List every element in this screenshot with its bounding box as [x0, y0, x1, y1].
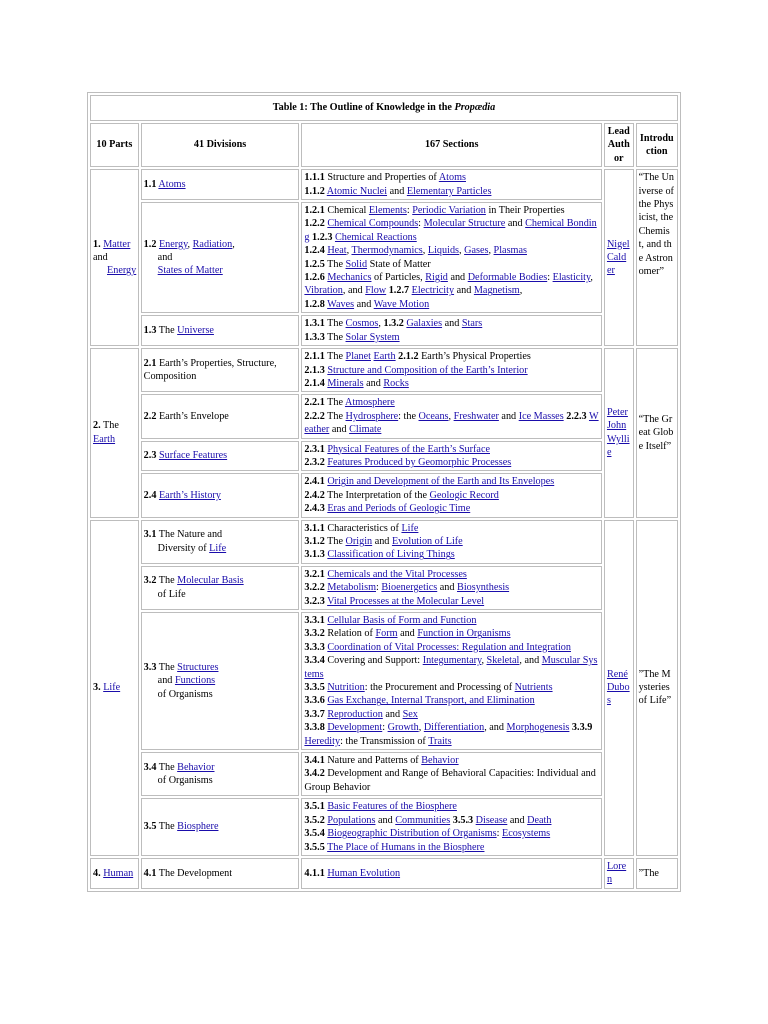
section-link[interactable]: Liquids [427, 245, 460, 257]
division-cell: 3.4 The Behavior of Organisms [141, 752, 300, 796]
section-link[interactable]: Chemical Bonding [304, 218, 597, 243]
section-link[interactable]: Form [375, 628, 398, 640]
section-link[interactable]: Minerals [327, 377, 364, 389]
header-author: Lead Auth or [604, 123, 634, 167]
section-link[interactable]: Rocks [383, 377, 409, 389]
section-link[interactable]: Elements [368, 205, 407, 217]
author-link[interactable]: Nigel Calder [606, 238, 630, 277]
division-link[interactable]: Universe [177, 324, 214, 336]
section-link[interactable]: Skeletal [486, 655, 520, 667]
section-link[interactable]: Vital Processes at the Molecular Level [327, 595, 485, 607]
section-link[interactable]: Weather [304, 410, 599, 436]
section-link[interactable]: Biosynthesis [457, 582, 510, 594]
section-link[interactable]: Ecosystems [502, 828, 551, 840]
table-row [90, 441, 678, 472]
section-link[interactable]: Muscular Systems [304, 655, 598, 680]
section-link[interactable]: Development [327, 722, 383, 734]
division-link[interactable]: Atoms [158, 178, 186, 190]
section-link[interactable]: Magnetism [473, 285, 520, 297]
section-link[interactable]: Human Evolution [327, 867, 401, 879]
section-link[interactable]: Death [527, 814, 552, 826]
section-link[interactable]: Galaxies [406, 318, 443, 330]
intro-cell: “The Universe of the Physicist, the Chemist, and the Astronomer” [636, 169, 678, 346]
table-row [90, 520, 678, 564]
table-row [90, 473, 678, 517]
caption-row [90, 95, 678, 121]
sections-cell: 1.3.1 The Cosmos, 1.3.2 Galaxies and Stars 1.3.3 The Solar System [301, 315, 602, 346]
section-link[interactable]: Freshwater [453, 410, 499, 422]
part-cell: 4. Human [90, 858, 139, 889]
section-link[interactable]: Gas Exchange, Internal Transport, and Elimination [327, 695, 535, 707]
division-cell: 3.1 The Nature and Diversity of Life [141, 520, 300, 564]
table-row [90, 202, 678, 313]
author-link[interactable]: Loren [606, 860, 627, 886]
sections-cell: 4.1.1 Human Evolution [301, 858, 602, 889]
part-link[interactable]: Energy [107, 265, 137, 277]
sections-cell: 3.2.1 Chemicals and the Vital Processes 3.2.2 Metabolism: Bioenergetics and Biosynthesis 3.2.3 Vital Processes at the Molecular Level [301, 566, 602, 610]
table-row [90, 612, 678, 750]
sections-cell: 3.5.1 Basic Features of the Biosphere 3.5.2 Populations and Communities 3.5.3 Disease and Death 3.5.4 Biogeographic Distribution of Organisms: Ecosystems 3.5.5 The Place of Humans in the Biosphere [301, 798, 602, 856]
section-link[interactable]: Ice Masses [518, 410, 564, 422]
section-link[interactable]: Nutrition [327, 682, 365, 694]
section-link[interactable]: Sex [402, 708, 418, 720]
division-link[interactable]: Energy [158, 238, 188, 250]
section-link[interactable]: Thermodynamics [351, 245, 423, 257]
section-link[interactable]: Disease [475, 814, 508, 826]
part-link[interactable]: Earth [93, 433, 116, 445]
division-cell: 1.3 The Universe [141, 315, 300, 346]
section-link[interactable]: Integumentary [422, 655, 482, 667]
section-link[interactable]: Molecular Structure [423, 218, 506, 230]
section-link[interactable]: Geologic Record [429, 489, 499, 501]
section-link[interactable]: Metabolism [327, 582, 376, 594]
table-row [90, 566, 678, 610]
section-link[interactable]: Basic Features of the Biosphere [327, 801, 457, 813]
section-link[interactable]: Features Produced by Geomorphic Processes [327, 456, 512, 468]
section-link[interactable]: Origin and Development of the Earth and Its Envelopes [327, 476, 555, 488]
author-cell [604, 520, 634, 856]
section-link[interactable]: Chemicals and the Vital Processes [327, 568, 467, 580]
section-link[interactable]: Plasmas [493, 245, 527, 257]
sections-cell: 2.1.1 The Planet Earth 2.1.2 Earth’s Physical Properties 2.1.3 Structure and Composition of the Earth’s Interior 2.1.4 Minerals and Rocks [301, 348, 602, 392]
sections-cell: 1.1.1 Structure and Properties of Atoms 1.1.2 Atomic Nuclei and Elementary Particles [301, 169, 602, 200]
section-link[interactable]: Hydrosphere [345, 410, 399, 422]
intro-cell: “The Great Globe Itself” [636, 348, 678, 517]
section-link[interactable]: Oceans [418, 410, 449, 422]
division-link[interactable]: Radiation [192, 238, 233, 250]
sections-cell: 1.2.1 Chemical Elements: Periodic Variation in Their Properties 1.2.2 Chemical Compounds: Molecular Structure and Chemical Bonding 1.2.3 Chemical Reactions 1.2.4 Heat, Thermodynamics, Liquids, Gases, Plasmas 1.2.5 The Solid State of Matter 1.2.6 Mechanics of Particles, Rigid and Deformable Bodies: Elasticity, Vibration, and Flow 1.2.7 Electricity and Magnetism, 1.2.8 Waves and Wave Motion [301, 202, 602, 313]
section-link[interactable]: Traits [428, 735, 452, 747]
table-row [90, 798, 678, 856]
division-link[interactable]: Biosphere [177, 821, 219, 833]
section-link[interactable]: Stars [461, 318, 483, 330]
division-cell: 2.3 Surface Features [141, 441, 300, 472]
section-link[interactable]: Bioenergetics [381, 582, 438, 594]
document-page [87, 92, 681, 892]
section-link[interactable]: Earth [373, 351, 396, 363]
division-link[interactable]: Surface Features [158, 450, 228, 462]
section-link[interactable]: Differentiation [423, 722, 485, 734]
header-sections: 167 Sections [301, 123, 602, 167]
section-link[interactable]: Origin [345, 535, 373, 547]
section-link[interactable]: The Place of Humans in the Biosphere [327, 841, 485, 853]
division-cell: 3.3 The Structures and Functions of Organisms [141, 612, 300, 750]
table-row [90, 752, 678, 796]
division-cell: 2.1 Earth’s Properties, Structure, Composition [141, 348, 300, 392]
part-link[interactable]: Human [103, 867, 134, 879]
author-cell [604, 348, 634, 517]
section-link[interactable]: Cellular Basis of Form and Function [327, 615, 477, 626]
division-link[interactable]: States of Matter [157, 265, 223, 277]
author-link[interactable]: Peter John Wyllie [606, 407, 630, 459]
table-caption: Table 1: The Outline of Knowledge in the Propædia [90, 95, 678, 121]
part-cell: 3. Life [90, 520, 139, 856]
part-link[interactable]: Life [103, 682, 121, 694]
section-link[interactable]: Coordination of Vital Processes: Regulation and Integration [327, 641, 571, 653]
division-cell: 4.1 The Development [141, 858, 300, 889]
table-row [90, 169, 678, 200]
section-link[interactable]: Waves [327, 298, 355, 310]
header-parts: 10 Parts [90, 123, 139, 167]
section-link[interactable]: Behavior [421, 755, 459, 767]
section-link[interactable]: Structure and Composition of the Earth’s Interior [327, 364, 528, 376]
section-link[interactable]: Life [401, 522, 419, 534]
sections-cell: 3.3.1 Cellular Basis of Form and Function 3.3.2 Relation of Form and Function in Organisms 3.3.3 Coordination of Vital Processes: Regulation and Integration 3.3.4 Covering and Support: Integumentary, Skeletal, and Muscular Systems 3.3.5 Nutrition: the Procurement and Processing of Nutrients 3.3.6 Gas Exchange, Internal Transport, and Elimination 3.3.7 Reproduction and Sex 3.3.8 Development: Growth, Differentiation, and Morphogenesis 3.3.9 Heredity: the Transmission of Traits [301, 612, 602, 750]
section-link[interactable]: Gases [464, 245, 489, 257]
section-link[interactable]: Solar System [345, 331, 400, 343]
section-link[interactable]: Solid [345, 258, 368, 270]
section-link[interactable]: Chemical Compounds [327, 218, 419, 230]
table-row [90, 348, 678, 392]
division-link[interactable]: Structures [177, 661, 219, 673]
division-link[interactable]: Functions [174, 675, 216, 687]
division-cell: 3.2 The Molecular Basis of Life [141, 566, 300, 610]
sections-cell: 3.1.1 Characteristics of Life 3.1.2 The Origin and Evolution of Life 3.1.3 Classification of Living Things [301, 520, 602, 564]
division-link[interactable]: Behavior [177, 761, 215, 773]
intro-cell: ”The [636, 858, 678, 889]
section-link[interactable]: Chemical Reactions [334, 231, 417, 243]
header-row [90, 123, 678, 167]
section-link[interactable]: Elementary Particles [406, 185, 492, 197]
section-link[interactable]: Growth [387, 722, 419, 734]
intro-cell: ”The Mysteries of Life” [636, 520, 678, 856]
author-cell [604, 169, 634, 346]
section-link[interactable]: Heat [327, 245, 347, 257]
section-link[interactable]: Atoms [438, 172, 466, 184]
division-link[interactable]: Earth’s History [158, 489, 221, 501]
header-intro: Introdu ction [636, 123, 678, 167]
sections-cell: 2.4.1 Origin and Development of the Earth and Its Envelopes 2.4.2 The Interpretation of the Geologic Record 2.4.3 Eras and Periods of Geologic Time [301, 473, 602, 517]
section-link[interactable]: Reproduction [327, 708, 383, 720]
section-link[interactable]: Rigid [425, 272, 448, 284]
section-link[interactable]: Flow [365, 285, 387, 297]
section-link[interactable]: Cosmos [345, 318, 379, 330]
section-link[interactable]: Eras and Periods of Geologic Time [327, 503, 471, 515]
part-cell: 1. Matter and Energy [90, 169, 139, 346]
outline-table [87, 92, 681, 892]
sections-cell: 2.3.1 Physical Features of the Earth’s Surface 2.3.2 Features Produced by Geomorphic Processes [301, 441, 602, 472]
table-row [90, 858, 678, 889]
division-cell: 1.2 Energy, Radiation, and States of Matter [141, 202, 300, 313]
section-link[interactable]: Function in Organisms [417, 628, 511, 640]
sections-cell: 3.4.1 Nature and Patterns of Behavior 3.4.2 Development and Range of Behavioral Capacities: Individual and Group Behavior [301, 752, 602, 796]
section-link[interactable]: Electricity [411, 285, 455, 297]
header-divisions: 41 Divisions [141, 123, 300, 167]
part-link[interactable]: Matter [103, 238, 131, 250]
sections-cell: 2.2.1 The Atmosphere 2.2.2 The Hydrosphere: the Oceans, Freshwater and Ice Masses 2.2.3 Weather and Climate [301, 394, 602, 438]
table-row [90, 315, 678, 346]
section-link[interactable]: Classification of Living Things [327, 549, 455, 561]
section-link[interactable]: Populations [327, 814, 376, 826]
division-cell: 2.4 Earth’s History [141, 473, 300, 517]
section-link[interactable]: Vibration [304, 285, 343, 297]
section-link[interactable]: Nutrients [514, 682, 553, 694]
section-link[interactable]: Atmosphere [344, 397, 395, 409]
section-link[interactable]: Biogeographic Distribution of Organisms [327, 828, 497, 840]
section-link[interactable]: Wave Motion [373, 298, 430, 310]
division-cell: 2.2 Earth’s Envelope [141, 394, 300, 438]
section-link[interactable]: Periodic Variation [412, 205, 486, 217]
division-cell: 3.5 The Biosphere [141, 798, 300, 856]
section-link[interactable]: Communities [395, 814, 451, 826]
section-link[interactable]: Atomic Nuclei [326, 185, 388, 197]
section-link[interactable]: Mechanics [327, 272, 372, 284]
section-link[interactable]: Deformable Bodies [467, 272, 548, 284]
section-link[interactable]: Planet [345, 351, 371, 363]
section-link[interactable]: Heredity [304, 735, 341, 747]
division-link[interactable]: Life [209, 542, 227, 554]
section-link[interactable]: Elasticity [552, 272, 591, 284]
section-link[interactable]: Morphogenesis [506, 722, 570, 734]
section-link[interactable]: Physical Features of the Earth’s Surface [327, 443, 490, 455]
part-cell: 2. The Earth [90, 348, 139, 517]
section-link[interactable]: Evolution of Life [391, 535, 463, 547]
table-row [90, 394, 678, 438]
author-link[interactable]: René Dubos [606, 668, 630, 707]
division-cell: 1.1 Atoms [141, 169, 300, 200]
division-link[interactable]: Molecular Basis [177, 575, 244, 587]
section-link[interactable]: Climate [349, 424, 382, 436]
author-cell [604, 858, 634, 889]
